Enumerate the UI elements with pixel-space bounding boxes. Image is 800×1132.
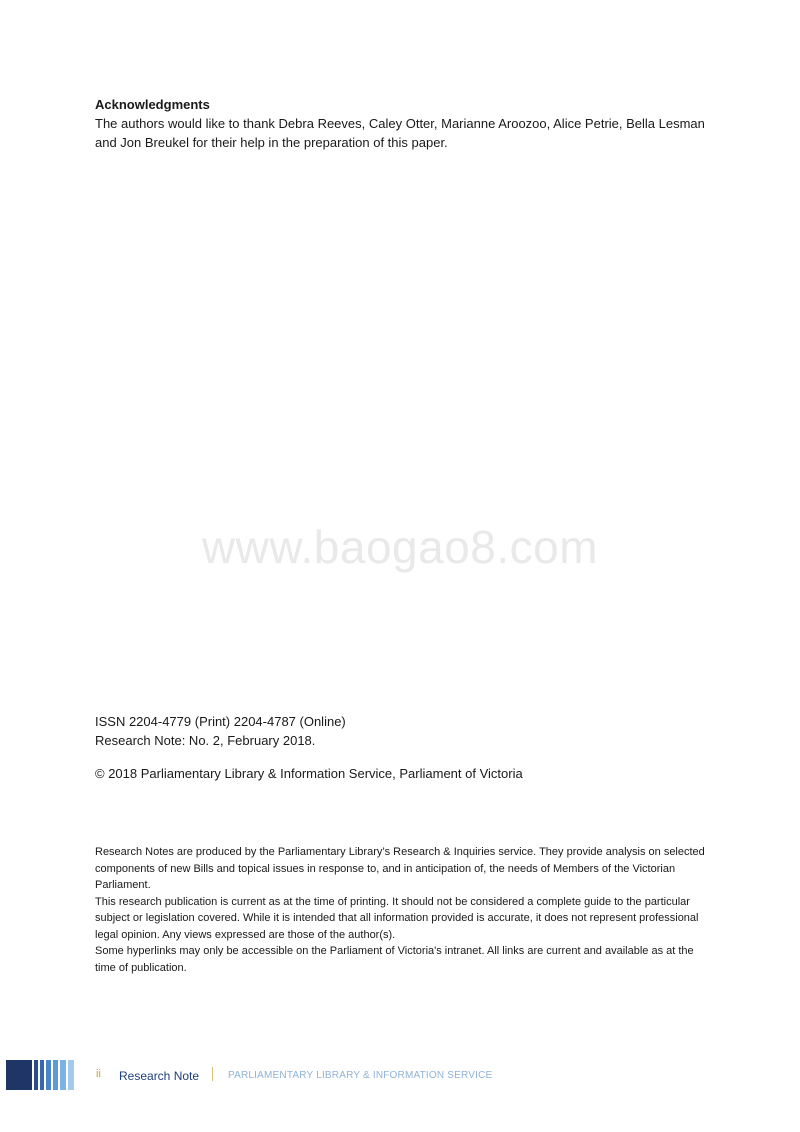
publication-info <box>95 712 705 750</box>
footer-organization: PARLIAMENTARY LIBRARY & INFORMATION SERVICE <box>228 1070 493 1081</box>
issn-line: ISSN 2204-4779 (Print) 2204-4787 (Online) <box>95 714 346 729</box>
watermark: www.baogao8.com <box>201 521 599 573</box>
disclaimer-paragraph-3: Some hyperlinks may only be accessible on the Parliament of Victoria's intranet. All links are current and available as at the time of publication. <box>95 945 694 974</box>
footer-separator <box>212 1067 213 1081</box>
footer-bar <box>6 1060 32 1090</box>
acknowledgments-text: The authors would like to thank Debra Reeves, Caley Otter, Marianne Aroozoo, Alice Petrie, Bella Lesman and Jon Breukel for their help in the preparation of this paper. <box>95 116 705 150</box>
page-number: ii <box>96 1068 101 1080</box>
acknowledgments-heading: Acknowledgments <box>95 97 210 112</box>
copyright-line: © 2018 Parliamentary Library & Information Service, Parliament of Victoria <box>95 766 523 781</box>
page-footer <box>6 1060 786 1090</box>
footer-bar <box>68 1060 74 1090</box>
footer-color-bars <box>6 1060 74 1090</box>
disclaimer-paragraph-2: This research publication is current as at the time of printing. It should not be considered a complete guide to the particular subject or legislation covered. While it is intended that all information provided is accurate, it does not represent professional legal opinion. Any views expressed are those of the author(s). <box>95 895 699 941</box>
disclaimer <box>95 844 705 976</box>
research-note-line: Research Note: No. 2, February 2018. <box>95 733 316 748</box>
disclaimer-paragraph-1: Research Notes are produced by the Parliamentary Library’s Research & Inquiries service. They provide analysis on selected components of new Bills and topical issues in response to, and in anticipation of, the needs of Members of the Victorian Parliament. <box>95 846 705 891</box>
footer-title: Research Note <box>119 1069 200 1083</box>
